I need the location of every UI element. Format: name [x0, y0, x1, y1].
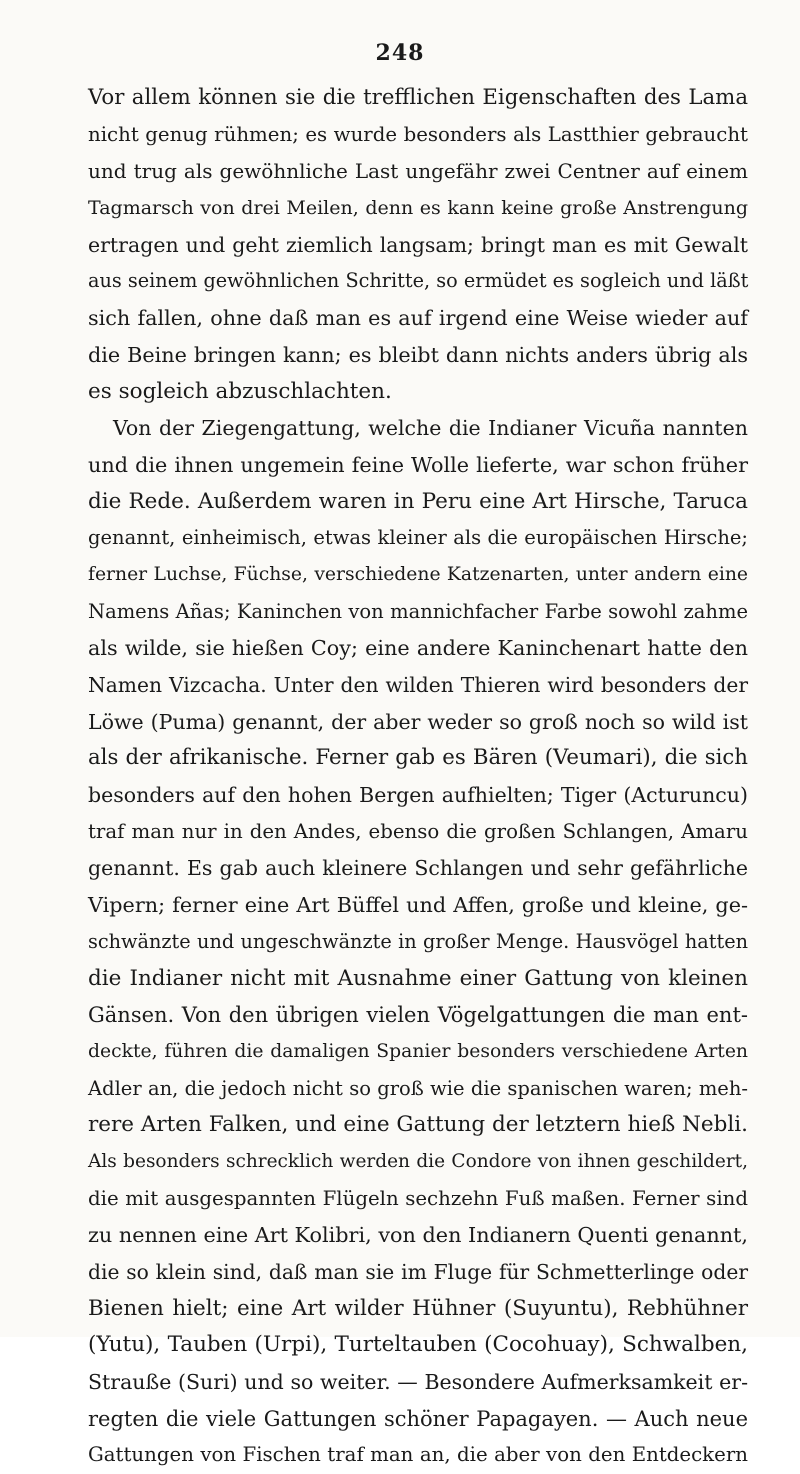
- text-line: es sogleich abzuschlachten.: [88, 378, 392, 404]
- text-line: als der afrikanische. Ferner gab es Bären (Veumari), die sich: [88, 745, 748, 771]
- text-line: Namens Añas; Kaninchen von mannichfacher Farbe sowohl zahme: [88, 599, 748, 623]
- text-line: besonders auf den hohen Bergen aufhielten; Tiger (Acturuncu): [88, 783, 748, 808]
- text-line: als wilde, sie hießen Coy; eine andere Kaninchenart hatte den: [88, 636, 748, 661]
- text-line: Namen Vizcacha. Unter den wilden Thieren wird besonders der: [88, 673, 748, 697]
- text-line: Bienen hielt; eine Art wilder Hühner (Suyuntu), Rebhühner: [88, 1295, 748, 1321]
- text-line: Tagmarsch von drei Meilen, denn es kann keine große Anstrengung: [88, 197, 748, 220]
- text-line: und die ihnen ungemein feine Wolle lieferte, war schon früher: [88, 452, 748, 477]
- text-line: schwänzte und ungeschwänzte in großer Menge. Hausvögel hatten: [88, 929, 748, 953]
- text-line: deckte, führen die damaligen Spanier besonders verschiedene Arten: [88, 1040, 748, 1062]
- text-line: aus seinem gewöhnlichen Schritte, so ermüdet es sogleich und läßt: [88, 269, 749, 293]
- text-line: regten die viele Gattungen schöner Papagayen. — Auch neue: [88, 1406, 748, 1431]
- text-line: und trug als gewöhnliche Last ungefähr zwei Centner auf einem: [88, 159, 748, 184]
- text-line: Als besonders schrecklich werden die Condore von ihnen geschildert,: [88, 1150, 748, 1172]
- text-line: zu nennen eine Art Kolibri, von den Indianern Quenti genannt,: [88, 1223, 748, 1248]
- text-line: traf man nur in den Andes, ebenso die großen Schlangen, Amaru: [88, 819, 748, 843]
- text-line: nicht genug rühmen; es wurde besonders als Lastthier gebraucht: [88, 122, 748, 146]
- text-line: Von der Ziegengattung, welche die Indianer Vicuña nannten: [113, 416, 748, 441]
- text-line: rere Arten Falken, und eine Gattung der letztern hieß Nebli.: [88, 1112, 748, 1138]
- text-line: Gattungen von Fischen traf man an, die aber von den Entdeckern: [88, 1443, 748, 1467]
- text-line: die Indianer nicht mit Ausnahme einer Gattung von kleinen: [88, 965, 748, 991]
- body-text: [88, 80, 748, 1474]
- text-line: die mit ausgespannten Flügeln sechzehn Fuß maßen. Ferner sind: [88, 1186, 748, 1210]
- text-line: sich fallen, ohne daß man es auf irgend eine Weise wieder auf: [88, 306, 748, 331]
- text-line: die Rede. Außerdem waren in Peru eine Art Hirsche, Taruca: [88, 488, 748, 514]
- text-line: Vipern; ferner eine Art Büffel und Affen, große und kleine, ge-: [88, 893, 748, 918]
- text-line: Gänsen. Von den übrigen vielen Vögelgattungen die man ent-: [88, 1003, 748, 1028]
- text-line: genannt, einheimisch, etwas kleiner als die europäischen Hirsche;: [88, 526, 748, 550]
- page-number: 248: [375, 40, 425, 66]
- text-line: die Beine bringen kann; es bleibt dann nichts anders übrig als: [88, 342, 748, 367]
- text-line: die so klein sind, daß man sie im Fluge für Schmetterlinge oder: [88, 1260, 748, 1284]
- text-line: genannt. Es gab auch kleinere Schlangen und sehr gefährliche: [88, 856, 748, 881]
- text-line: ferner Luchse, Füchse, verschiedene Katzenarten, unter andern eine: [88, 563, 748, 585]
- text-line: ertragen und geht ziemlich langsam; bringt man es mit Gewalt: [88, 232, 748, 257]
- text-line: Vor allem können sie die trefflichen Eigenschaften des Lama: [88, 85, 748, 110]
- text-line: Strauße (Suri) und so weiter. — Besondere Aufmerksamkeit er-: [88, 1370, 748, 1395]
- text-line: Adler an, die jedoch nicht so groß wie die spanischen waren; meh-: [88, 1076, 748, 1100]
- text-line: (Yutu), Tauben (Urpi), Turteltauben (Cocohuay), Schwalben,: [88, 1332, 748, 1358]
- text-line: Löwe (Puma) genannt, der aber weder so groß noch so wild ist: [88, 709, 748, 734]
